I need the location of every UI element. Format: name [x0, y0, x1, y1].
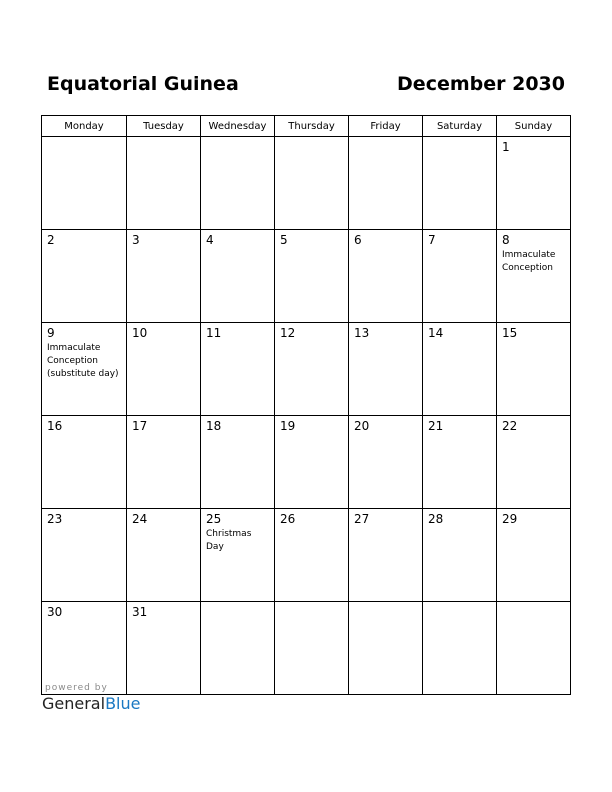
day-number: 1 [502, 140, 510, 154]
day-cell [497, 509, 571, 602]
holiday-line: Immaculate [502, 250, 556, 260]
day-cell [275, 602, 349, 695]
weekday-monday: Monday [42, 116, 127, 137]
day-number: 24 [132, 512, 148, 526]
day-cell [127, 137, 201, 230]
holiday-line: (substitute day) [47, 369, 119, 379]
day-cell [201, 602, 275, 695]
holiday-label [502, 249, 566, 275]
day-cell [349, 509, 423, 602]
holiday-label [47, 342, 122, 381]
week-row [42, 137, 571, 230]
powered-by-text: powered by [45, 683, 108, 693]
day-cell [423, 509, 497, 602]
day-cell [201, 323, 275, 416]
day-cell [42, 230, 127, 323]
day-number: 20 [354, 419, 370, 433]
weekday-saturday: Saturday [423, 116, 497, 137]
day-number: 12 [280, 326, 296, 340]
brand-blue: Blue [105, 694, 141, 713]
day-number: 28 [428, 512, 444, 526]
day-cell [349, 602, 423, 695]
day-cell [127, 323, 201, 416]
day-cell [423, 230, 497, 323]
day-cell [275, 416, 349, 509]
day-cell [349, 230, 423, 323]
month-title: December 2030 [397, 73, 565, 95]
day-number: 13 [354, 326, 370, 340]
holiday-line: Conception [502, 263, 553, 273]
holiday-line: Day [206, 542, 224, 552]
day-cell [349, 137, 423, 230]
day-cell [42, 416, 127, 509]
day-cell [497, 416, 571, 509]
day-number: 23 [47, 512, 63, 526]
calendar-grid [41, 115, 571, 695]
brand-logo [42, 694, 140, 714]
day-number: 18 [206, 419, 222, 433]
day-cell [127, 416, 201, 509]
day-cell [275, 509, 349, 602]
day-cell [349, 323, 423, 416]
day-cell [423, 602, 497, 695]
week-row [42, 509, 571, 602]
day-number: 8 [502, 233, 510, 247]
day-number: 9 [47, 326, 55, 340]
day-number: 6 [354, 233, 362, 247]
day-cell [201, 137, 275, 230]
day-number: 21 [428, 419, 444, 433]
weekday-friday: Friday [349, 116, 423, 137]
week-row [42, 602, 571, 695]
day-number: 22 [502, 419, 518, 433]
day-cell [423, 323, 497, 416]
day-cell [201, 416, 275, 509]
weekday-sunday: Sunday [497, 116, 571, 137]
holiday-line: Christmas [206, 529, 252, 539]
country-title: Equatorial Guinea [47, 73, 239, 95]
day-number: 27 [354, 512, 370, 526]
day-number: 16 [47, 419, 63, 433]
day-number: 26 [280, 512, 296, 526]
holiday-line: Immaculate [47, 343, 101, 353]
day-cell [349, 416, 423, 509]
day-cell [127, 602, 201, 695]
day-cell [201, 509, 275, 602]
weekday-header-row [42, 116, 571, 137]
weekday-wednesday: Wednesday [201, 116, 275, 137]
day-cell [275, 323, 349, 416]
day-number: 25 [206, 512, 222, 526]
day-cell [42, 509, 127, 602]
week-row [42, 416, 571, 509]
weekday-thursday: Thursday [275, 116, 349, 137]
day-number: 29 [502, 512, 518, 526]
day-cell [275, 230, 349, 323]
day-number: 19 [280, 419, 296, 433]
day-number: 5 [280, 233, 288, 247]
day-number: 17 [132, 419, 148, 433]
holiday-line: Conception [47, 356, 98, 366]
day-number: 15 [502, 326, 518, 340]
day-cell [275, 137, 349, 230]
day-number: 30 [47, 605, 63, 619]
day-number: 10 [132, 326, 148, 340]
day-cell [497, 323, 571, 416]
week-row [42, 323, 571, 416]
day-cell [127, 230, 201, 323]
day-cell [423, 416, 497, 509]
holiday-label [206, 528, 270, 554]
day-cell [42, 137, 127, 230]
day-cell [127, 509, 201, 602]
day-number: 11 [206, 326, 222, 340]
day-number: 3 [132, 233, 140, 247]
day-cell [423, 137, 497, 230]
day-cell [497, 230, 571, 323]
day-number: 7 [428, 233, 436, 247]
day-number: 2 [47, 233, 55, 247]
weekday-tuesday: Tuesday [127, 116, 201, 137]
brand-general: General [42, 694, 106, 713]
day-number: 14 [428, 326, 444, 340]
day-cell [42, 602, 127, 695]
day-cell [497, 137, 571, 230]
day-number: 4 [206, 233, 214, 247]
week-row [42, 230, 571, 323]
day-number: 31 [132, 605, 148, 619]
day-cell [42, 323, 127, 416]
day-cell [497, 602, 571, 695]
day-cell [201, 230, 275, 323]
